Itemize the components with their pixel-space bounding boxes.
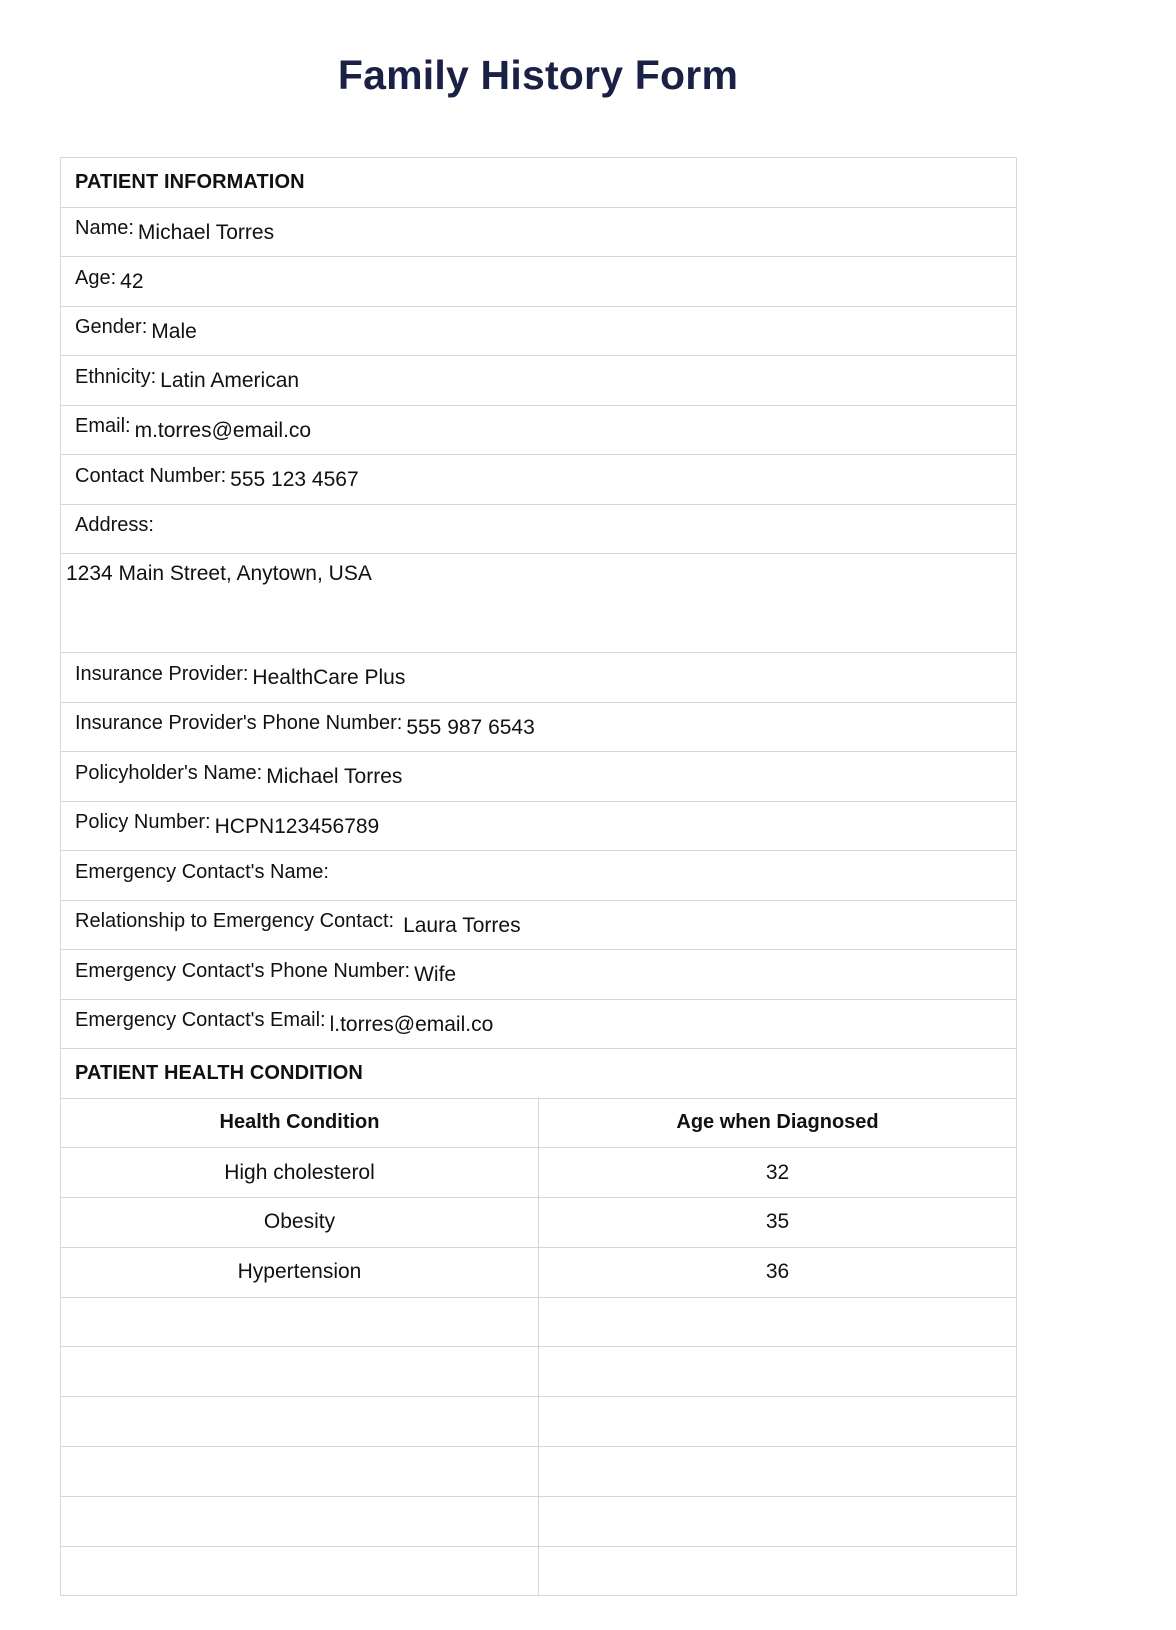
name-field[interactable] bbox=[61, 208, 1016, 258]
field-value[interactable]: l.torres@email.co bbox=[329, 1012, 494, 1036]
condition-cell[interactable] bbox=[61, 1298, 538, 1347]
age-cell[interactable] bbox=[538, 1497, 1016, 1546]
page-title: Family History Form bbox=[337, 52, 739, 98]
field-label: Emergency Contact's Email: bbox=[75, 1009, 326, 1032]
age-cell[interactable] bbox=[538, 1298, 1016, 1347]
table-row bbox=[61, 1347, 1016, 1397]
emergency-relationship-field[interactable] bbox=[61, 901, 1016, 951]
table-row bbox=[61, 1248, 1016, 1298]
table-row bbox=[61, 1397, 1016, 1447]
field-label: Emergency Contact's Name: bbox=[75, 860, 329, 883]
field-label: Contact Number: bbox=[75, 464, 227, 487]
condition-cell[interactable]: Hypertension bbox=[237, 1260, 362, 1284]
table-row bbox=[61, 1497, 1016, 1547]
field-value[interactable]: HCPN123456789 bbox=[214, 814, 380, 838]
patient-information-heading: PATIENT INFORMATION bbox=[61, 158, 1016, 208]
age-field[interactable] bbox=[61, 257, 1016, 307]
condition-cell[interactable]: Obesity bbox=[263, 1210, 336, 1234]
field-value[interactable]: Michael Torres bbox=[137, 220, 275, 244]
family-history-form bbox=[60, 157, 1017, 1596]
condition-cell[interactable] bbox=[61, 1447, 538, 1496]
field-label: Gender: bbox=[75, 316, 148, 339]
field-value[interactable]: HealthCare Plus bbox=[252, 666, 406, 690]
field-value[interactable]: Wife bbox=[414, 963, 457, 987]
table-row bbox=[61, 1447, 1016, 1497]
field-label: Address: bbox=[75, 514, 154, 537]
policy-number-field[interactable] bbox=[61, 802, 1016, 852]
field-label: Ethnicity: bbox=[75, 365, 157, 388]
condition-cell[interactable]: High cholesterol bbox=[224, 1160, 375, 1184]
health-table-header bbox=[61, 1099, 1016, 1149]
table-row bbox=[61, 1198, 1016, 1248]
table-row bbox=[61, 1298, 1016, 1348]
field-label: Relationship to Emergency Contact: bbox=[75, 910, 395, 933]
field-label: Emergency Contact's Phone Number: bbox=[75, 959, 411, 982]
emergency-contact-name-field[interactable] bbox=[61, 851, 1016, 901]
condition-cell[interactable] bbox=[61, 1547, 538, 1596]
field-value[interactable]: Male bbox=[151, 319, 197, 343]
field-label: Policy Number: bbox=[75, 811, 211, 834]
field-label: Insurance Provider: bbox=[75, 662, 249, 685]
policyholder-name-field[interactable] bbox=[61, 752, 1016, 802]
age-cell[interactable]: 36 bbox=[538, 1248, 1016, 1297]
age-cell[interactable] bbox=[538, 1347, 1016, 1396]
email-field[interactable] bbox=[61, 406, 1016, 456]
emergency-phone-field[interactable] bbox=[61, 950, 1016, 1000]
age-cell[interactable]: 32 bbox=[538, 1148, 1016, 1197]
age-cell[interactable] bbox=[538, 1397, 1016, 1446]
column-header-condition: Health Condition bbox=[219, 1111, 380, 1134]
ethnicity-field[interactable] bbox=[61, 356, 1016, 406]
field-value[interactable]: Laura Torres bbox=[403, 913, 521, 937]
field-label: Age: bbox=[75, 266, 117, 289]
condition-cell[interactable] bbox=[61, 1497, 538, 1546]
age-cell[interactable] bbox=[538, 1447, 1016, 1496]
emergency-email-field[interactable] bbox=[61, 1000, 1016, 1050]
contact-number-field[interactable] bbox=[61, 455, 1016, 505]
field-value[interactable]: Latin American bbox=[160, 369, 300, 393]
age-cell[interactable]: 35 bbox=[538, 1198, 1016, 1247]
address-label-row bbox=[61, 505, 1016, 555]
field-value[interactable]: Michael Torres bbox=[266, 765, 403, 789]
health-condition-heading: PATIENT HEALTH CONDITION bbox=[61, 1049, 1016, 1099]
table-row bbox=[61, 1547, 1016, 1597]
gender-field[interactable] bbox=[61, 307, 1016, 357]
field-label: Insurance Provider's Phone Number: bbox=[75, 712, 403, 735]
table-row bbox=[61, 1148, 1016, 1198]
field-label: Policyholder's Name: bbox=[75, 761, 263, 784]
field-value[interactable]: m.torres@email.co bbox=[134, 418, 312, 442]
field-value[interactable]: 42 bbox=[120, 270, 144, 294]
condition-cell[interactable] bbox=[61, 1397, 538, 1446]
field-value[interactable]: 555 123 4567 bbox=[230, 468, 359, 492]
age-cell[interactable] bbox=[538, 1547, 1016, 1596]
field-value[interactable]: 555 987 6543 bbox=[406, 715, 535, 739]
column-header-age: Age when Diagnosed bbox=[538, 1099, 1016, 1148]
field-label: Email: bbox=[75, 415, 131, 438]
address-field[interactable]: 1234 Main Street, Anytown, USA bbox=[61, 554, 1016, 653]
insurance-phone-field[interactable] bbox=[61, 703, 1016, 753]
field-label: Name: bbox=[75, 217, 134, 240]
insurance-provider-field[interactable] bbox=[61, 653, 1016, 703]
condition-cell[interactable] bbox=[61, 1347, 538, 1396]
